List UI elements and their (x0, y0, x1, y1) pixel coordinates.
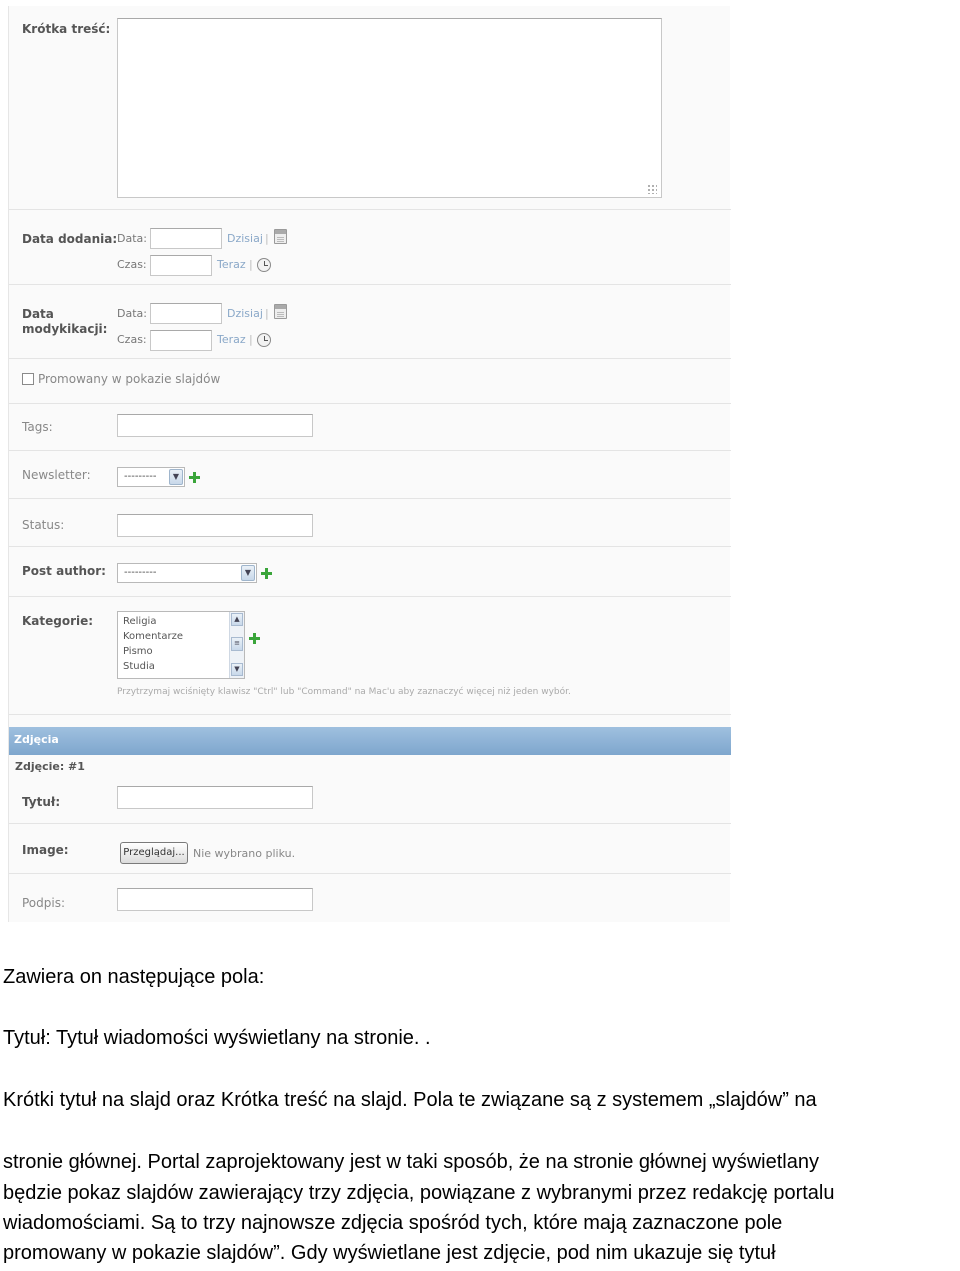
status-row (9, 499, 731, 547)
body-line: Krótki tytuł na slajd oraz Krótka treść na slajd. Pola te związane są z systemem „slajdów” na (3, 1089, 817, 1111)
photo-image-label: Image: (22, 843, 69, 857)
calendar-icon[interactable] (274, 229, 287, 244)
add-category-icon[interactable] (249, 633, 260, 644)
categories-label: Kategorie: (22, 614, 94, 628)
date-added-date-label: Data: (117, 232, 147, 245)
admin-form-screenshot (8, 6, 730, 922)
photo-title-input[interactable] (117, 786, 313, 809)
category-option[interactable]: Religia (123, 616, 157, 627)
chevron-down-icon[interactable]: ▼ (241, 565, 255, 581)
add-newsletter-icon[interactable] (189, 472, 200, 483)
body-line: wiadomościami. Są to trzy najnowsze zdjęcia spośród tych, które mają zaznaczone pole (3, 1212, 783, 1234)
clock-icon[interactable] (257, 258, 271, 272)
status-label: Status: (22, 518, 65, 532)
date-modified-time-input[interactable] (150, 330, 212, 351)
date-modified-date-label: Data: (117, 307, 147, 320)
category-option[interactable]: Pismo (123, 646, 153, 657)
date-modified-date-input[interactable] (150, 303, 222, 324)
photo-title-label: Tytuł: (22, 795, 61, 809)
separator: | (249, 333, 253, 346)
promoted-checkbox[interactable] (22, 373, 34, 385)
photos-header-label: Zdjęcia (14, 733, 59, 746)
date-modified-now-link[interactable]: Teraz (217, 333, 246, 346)
date-modified-row (9, 285, 731, 359)
clock-icon[interactable] (257, 333, 271, 347)
category-option[interactable]: Komentarze (123, 631, 183, 642)
tags-label: Tags: (22, 420, 53, 434)
newsletter-select[interactable] (117, 467, 185, 487)
promoted-row (9, 359, 731, 404)
date-added-today-link[interactable]: Dzisiaj (227, 232, 263, 245)
tags-row (9, 404, 731, 451)
date-added-time-label: Czas: (117, 258, 147, 271)
scrollbar[interactable] (229, 612, 244, 678)
chevron-down-icon[interactable]: ▼ (169, 469, 183, 485)
photos-header (9, 727, 731, 755)
add-author-icon[interactable] (261, 568, 272, 579)
photo-subheader: Zdjęcie: #1 (15, 760, 85, 773)
category-option[interactable]: Studia (123, 661, 155, 672)
date-added-label: Data dodania: (22, 232, 118, 246)
scroll-up-icon[interactable]: ▲ (231, 613, 243, 626)
post-author-select[interactable] (117, 563, 257, 583)
date-modified-time-label: Czas: (117, 333, 147, 346)
post-author-row (9, 547, 731, 597)
photo-image-row (9, 824, 731, 874)
tags-input[interactable] (117, 414, 313, 437)
short-content-textarea[interactable] (117, 18, 662, 198)
no-file-text: Nie wybrano pliku. (193, 847, 296, 860)
body-line: Zawiera on następujące pola: (3, 966, 265, 988)
body-line: promowany w pokazie slajdów”. Gdy wyświetlane jest zdjęcie, pod nim ukazuje się tytuł (3, 1242, 776, 1264)
body-line: Tytuł: Tytuł wiadomości wyświetlany na stronie. . (3, 1027, 431, 1049)
date-added-time-input[interactable] (150, 255, 212, 276)
status-input[interactable] (117, 514, 313, 537)
photo-caption-label: Podpis: (22, 896, 66, 910)
post-author-label: Post author: (22, 564, 106, 578)
short-content-row (9, 6, 731, 210)
post-author-value: --------- (124, 567, 157, 578)
resize-handle-icon[interactable] (647, 184, 657, 194)
newsletter-value: --------- (124, 471, 157, 482)
separator: | (249, 258, 253, 271)
calendar-icon[interactable] (274, 304, 287, 319)
date-modified-label-line2: modykikacji: (22, 322, 108, 336)
date-modified-label-line1: Data (22, 307, 54, 321)
promoted-label: Promowany w pokazie slajdów (38, 372, 221, 386)
separator: | (265, 307, 269, 320)
body-line: będzie pokaz slajdów zawierający trzy zdjęcia, powiązane z wybranymi przez redakcję portalu (3, 1182, 835, 1204)
photo-caption-input[interactable] (117, 888, 313, 911)
body-line: stronie głównej. Portal zaprojektowany jest w taki sposób, że na stronie głównej wyświetlany (3, 1151, 819, 1173)
categories-multiselect[interactable] (117, 611, 245, 679)
separator: | (265, 232, 269, 245)
newsletter-row (9, 451, 731, 499)
photo-caption-row (9, 874, 731, 922)
photo-title-row (9, 776, 731, 824)
newsletter-label: Newsletter: (22, 468, 91, 482)
short-content-label: Krótka treść: (22, 22, 111, 36)
date-added-now-link[interactable]: Teraz (217, 258, 246, 271)
browse-button[interactable]: Przeglądaj... (120, 842, 188, 864)
scroll-thumb[interactable]: ≡ (231, 637, 243, 651)
date-added-date-input[interactable] (150, 228, 222, 249)
scroll-down-icon[interactable]: ▼ (231, 663, 243, 676)
date-modified-today-link[interactable]: Dzisiaj (227, 307, 263, 320)
date-added-row (9, 210, 731, 285)
categories-hint: Przytrzymaj wciśnięty klawisz "Ctrl" lub "Command" na Mac'u aby zaznaczyć więcej niż jeden wybór. (117, 687, 571, 697)
